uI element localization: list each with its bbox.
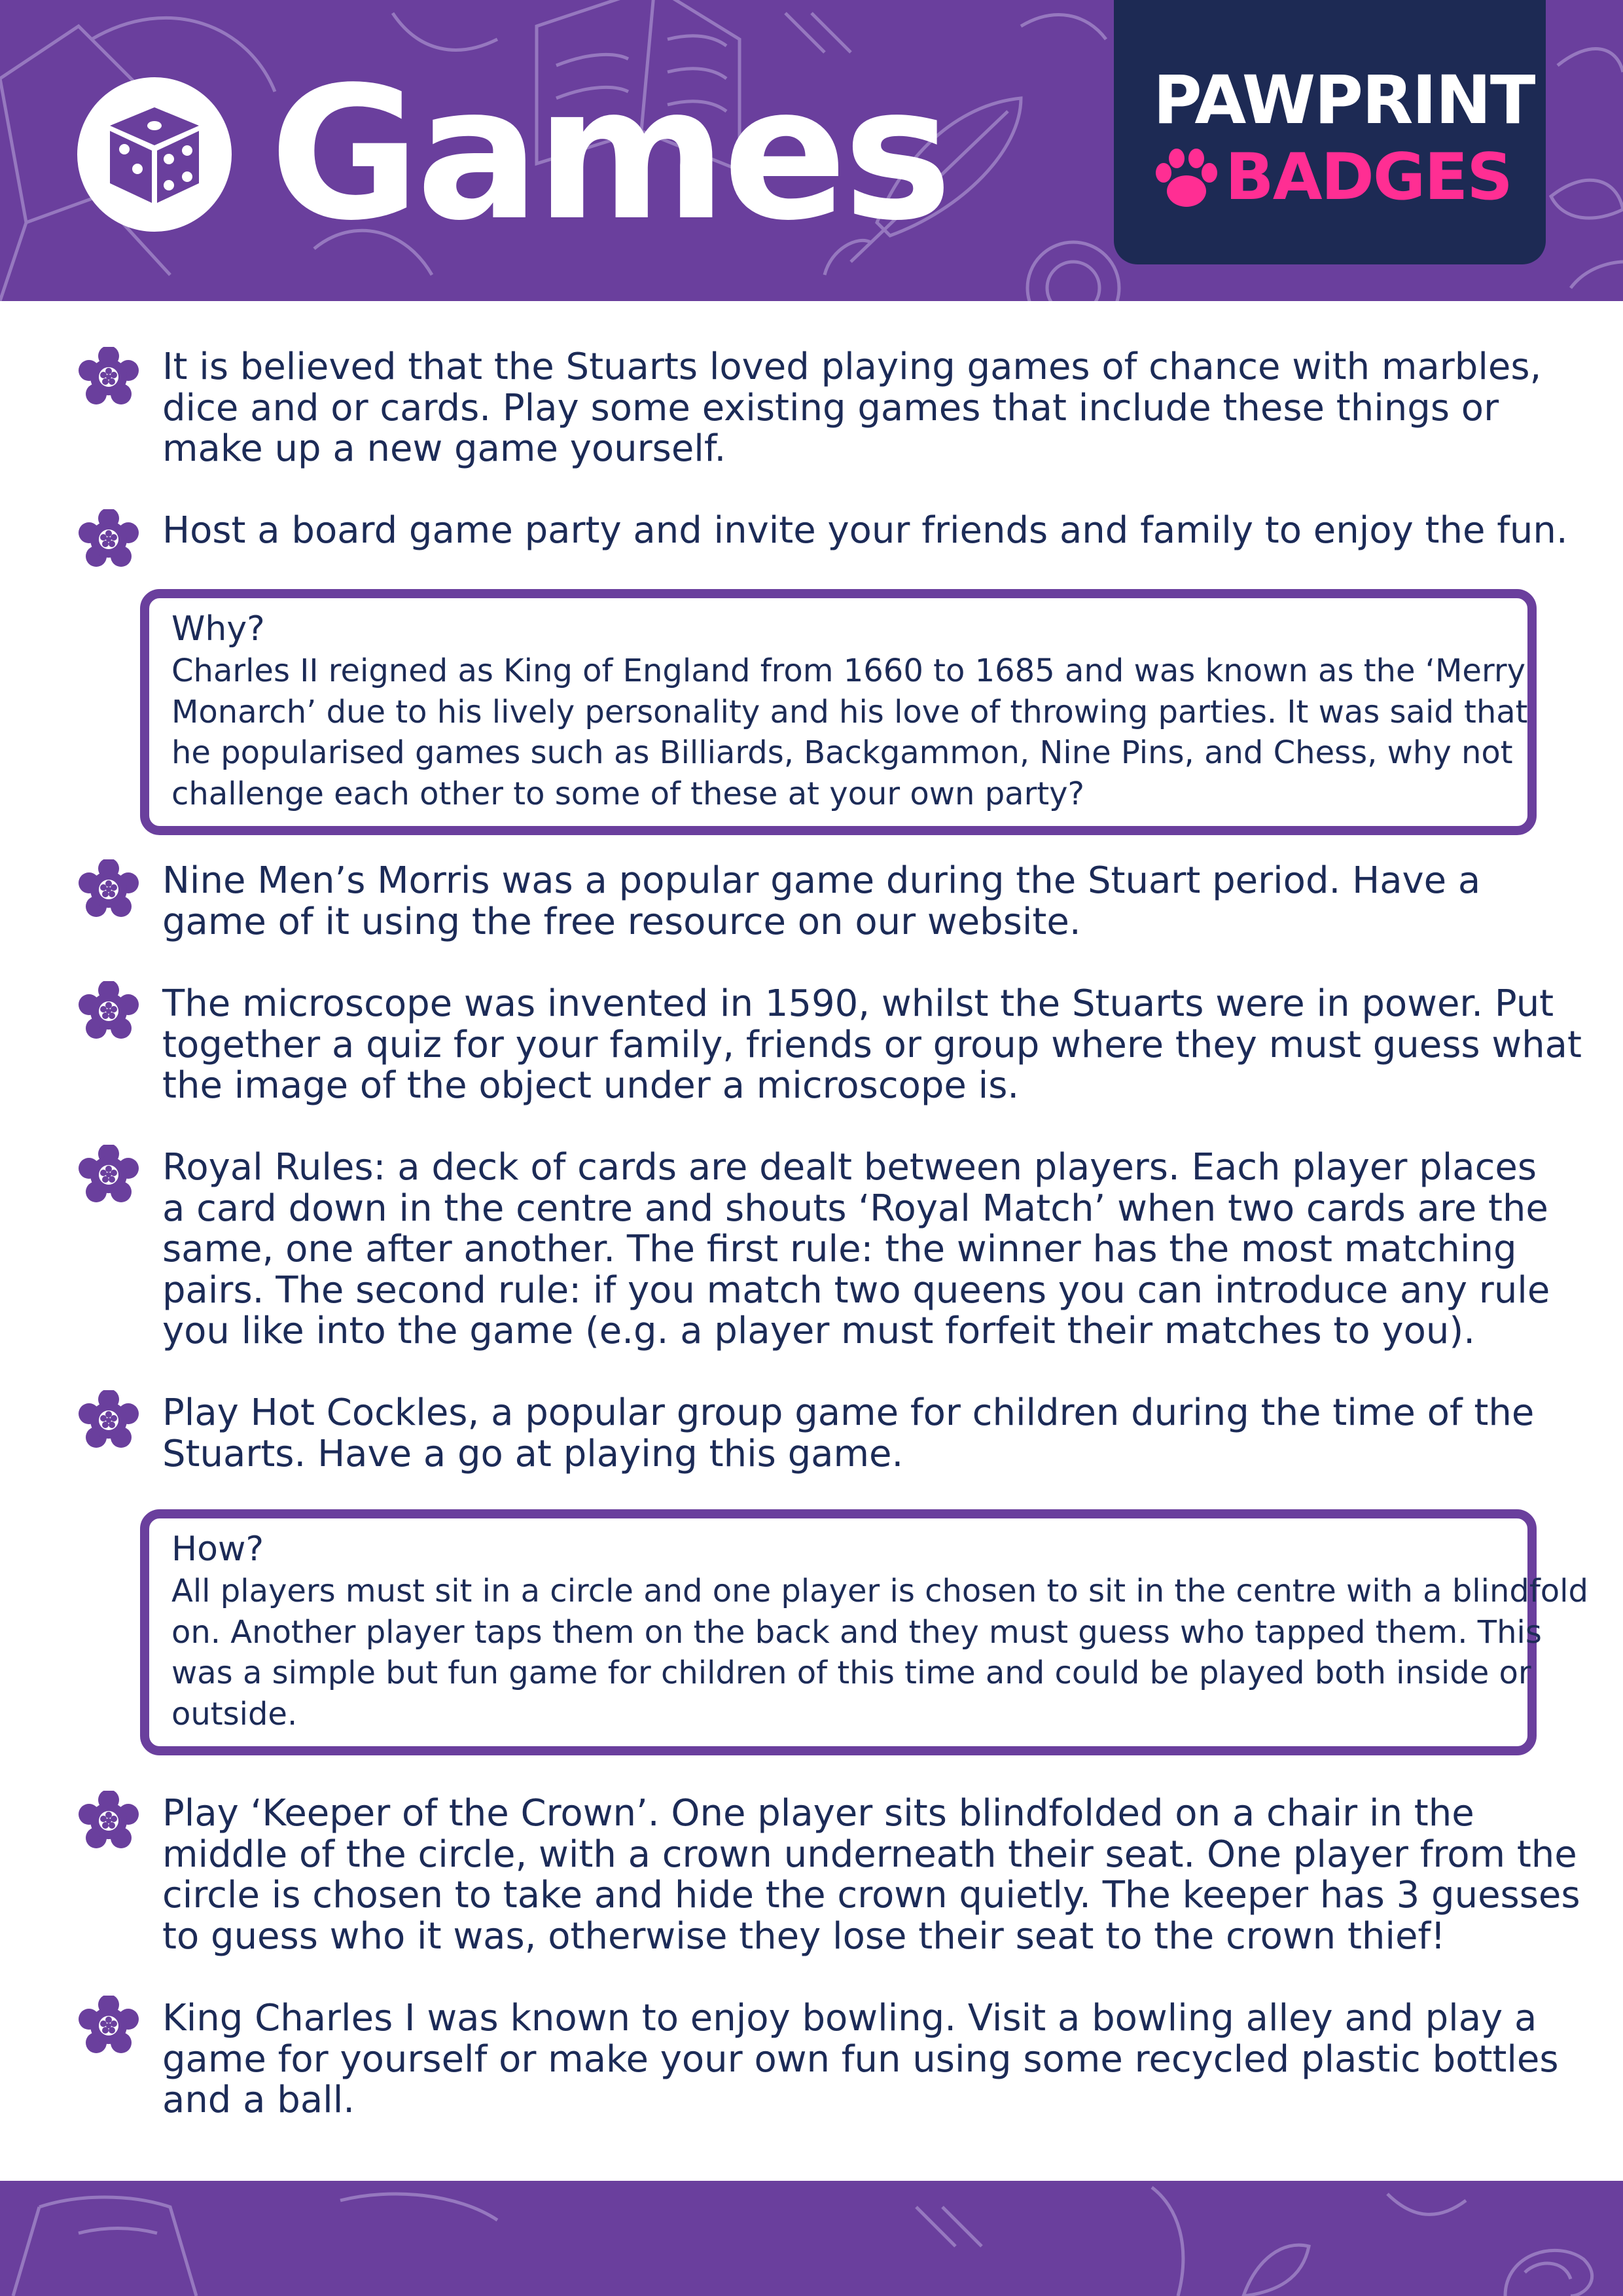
brand-wordmark-top: PAWPRINT: [1153, 62, 1535, 139]
dice-icon-badge: [77, 77, 232, 232]
text-line: Nine Men’s Morris was a popular game during the Stuart period. Have a: [162, 859, 1481, 902]
box-heading: How?: [171, 1530, 264, 1569]
text-line: Monarch’ due to his lively personality and his love of throwing parties. It was said that: [171, 693, 1528, 730]
activity-text: [162, 1792, 1580, 1958]
text-line: Play ‘Keeper of the Crown’. One player sits blindfolded on a chair in the: [162, 1792, 1474, 1835]
text-line: middle of the circle, with a crown underneath their seat. One player from the: [162, 1833, 1577, 1876]
page-title: Games: [270, 48, 949, 261]
text-line: It is believed that the Stuarts loved playing games of chance with marbles,: [162, 346, 1542, 388]
brand-wordmark-badges: BADGES: [1225, 140, 1512, 215]
brand-logo: [1114, 0, 1546, 264]
dice-icon: [77, 77, 232, 232]
tudor-rose-icon: [79, 1145, 139, 1205]
text-line: a card down in the centre and shouts ‘Royal Match’ when two cards are the: [162, 1187, 1548, 1230]
text-line: same, one after another. The first rule: the winner has the most matching: [162, 1228, 1517, 1270]
tudor-rose-icon: [79, 1996, 139, 2056]
box-heading: Why?: [171, 609, 265, 649]
text-line: game of it using the free resource on our website.: [162, 900, 1081, 943]
text-line: he popularised games such as Billiards, Backgammon, Nine Pins, and Chess, why not: [171, 734, 1513, 771]
text-line: dice and or cards. Play some existing games that include these things or: [162, 386, 1499, 429]
text-line: Host a board game party and invite your friends and family to enjoy the fun.: [162, 509, 1568, 552]
activity-list: [0, 301, 1623, 2181]
text-line: King Charles I was known to enjoy bowling. Visit a bowling alley and play a: [162, 1997, 1537, 2039]
text-line: Stuarts. Have a go at playing this game.: [162, 1432, 904, 1475]
why-info-box: [140, 589, 1537, 835]
header-banner: [0, 0, 1623, 301]
activity-text: [162, 1997, 1559, 2121]
text-line: outside.: [171, 1695, 298, 1732]
text-line: All players must sit in a circle and one player is chosen to sit in the centre with a blindfold: [171, 1573, 1588, 1609]
box-body: [171, 651, 1528, 814]
text-line: Play Hot Cockles, a popular group game for children during the time of the: [162, 1391, 1535, 1434]
activity-text: [162, 982, 1582, 1107]
activity-text: [162, 347, 1543, 470]
tudor-rose-icon: [79, 347, 139, 407]
text-line: The microscope was invented in 1590, whilst the Stuarts were in power. Put: [162, 982, 1554, 1025]
tudor-rose-icon: [79, 981, 139, 1041]
activity-text: [162, 509, 1568, 552]
activity-text: [162, 1146, 1550, 1352]
activity-text: [162, 861, 1543, 942]
text-line: Charles II reigned as King of England from 1660 to 1685 and was known as the ‘Merry: [171, 653, 1525, 689]
history-doodles-pattern: [0, 2181, 1623, 2296]
text-line: was a simple but fun game for children of this time and could be played both inside or: [171, 1655, 1531, 1691]
tudor-rose-icon: [79, 509, 139, 569]
text-line: and a ball.: [162, 2079, 355, 2121]
footer-banner: [0, 2181, 1623, 2296]
text-line: make up a new game yourself.: [162, 427, 726, 470]
tudor-rose-icon: [79, 1390, 139, 1450]
text-line: game for yourself or make your own fun using some recycled plastic bottles: [162, 2037, 1559, 2081]
text-line: Royal Rules: a deck of cards are dealt between players. Each player places: [162, 1146, 1537, 1189]
brand-wordmark-bottom-row: [1152, 139, 1531, 217]
how-info-box: [140, 1509, 1588, 1755]
text-line: pairs. The second rule: if you match two queens you can introduce any rule: [162, 1268, 1550, 1312]
text-line: on. Another player taps them on the back and they must guess who tapped them. This: [171, 1613, 1542, 1651]
paw-print-icon: [1152, 145, 1221, 211]
box-body: [171, 1571, 1588, 1734]
activity-text: [162, 1393, 1543, 1475]
tudor-rose-icon: [79, 859, 139, 920]
tudor-rose-icon: [79, 1791, 139, 1851]
text-line: the image of the object under a microscope is.: [162, 1064, 1020, 1107]
text-line: circle is chosen to take and hide the crown quietly. The keeper has 3 guesses: [162, 1874, 1580, 1916]
text-line: challenge each other to some of these at your own party?: [171, 775, 1085, 812]
text-line: together a quiz for your family, friends or group where they must guess what: [162, 1023, 1582, 1066]
text-line: you like into the game (e.g. a player must forfeit their matches to you).: [162, 1310, 1475, 1352]
text-line: to guess who it was, otherwise they lose their seat to the crown thief!: [162, 1914, 1446, 1958]
